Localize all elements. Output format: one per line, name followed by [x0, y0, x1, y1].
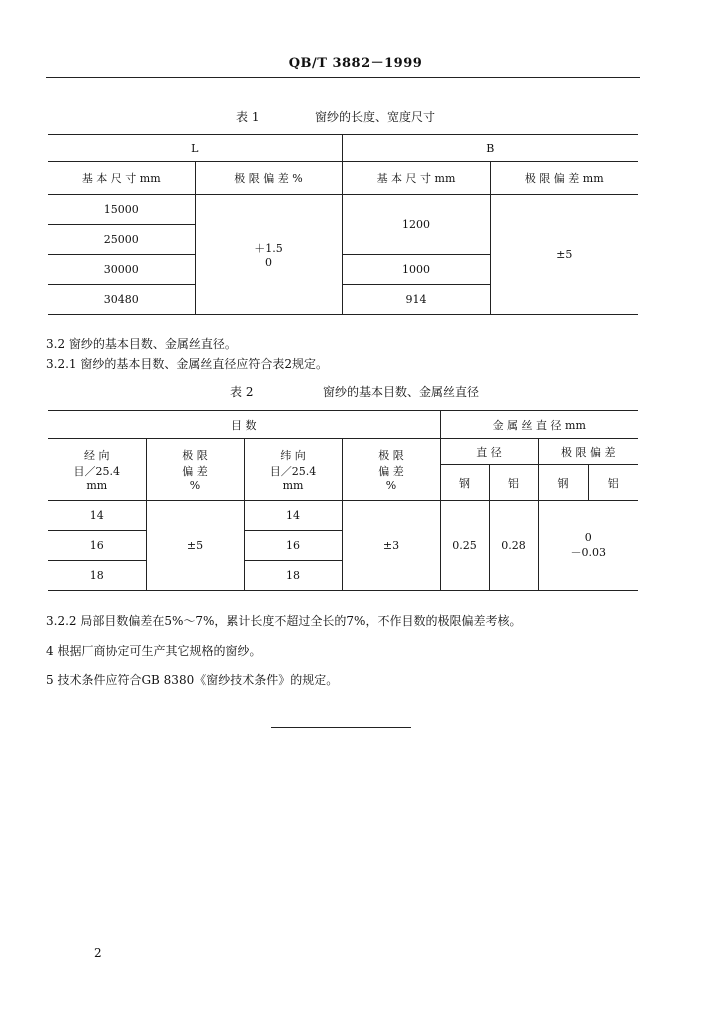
table2-header-warp-tolerance — [146, 439, 244, 501]
table2-deviation-lower: －0.03 — [570, 546, 606, 559]
table1-L-value: 30000 — [48, 255, 195, 285]
table2-header-warp — [48, 439, 146, 501]
end-rule — [271, 727, 411, 728]
table2-deviation-upper: 0 — [584, 531, 592, 544]
table2-header-warp-tol-line2: 偏 差 — [182, 465, 208, 478]
table1-title: 窗纱的长度、宽度尺寸 — [315, 110, 436, 124]
table1-L-value: 30480 — [48, 285, 195, 315]
table2-weft-value: 16 — [244, 531, 342, 561]
table1-B-value: 1200 — [342, 195, 490, 255]
section-3-2: 3.2 窗纱的基本目数、金属丝直径。 — [46, 337, 237, 351]
table2-limit-deviation — [538, 501, 638, 591]
table1-L-value: 25000 — [48, 225, 195, 255]
table1-group-L: L — [48, 135, 342, 162]
table2-header-weft-tol-line1: 极 限 — [378, 449, 404, 462]
table1-header-B-size: 基 本 尺 寸 mm — [342, 162, 490, 195]
table2-number: 表 2 — [230, 385, 254, 399]
section-3-2-1: 3.2.1 窗纱的基本目数、金属丝直径应符合表2规定。 — [46, 357, 328, 371]
table2-header-limit-deviation: 极 限 偏 差 — [538, 439, 638, 465]
table2-weft-tolerance: ±3 — [342, 501, 440, 591]
table1-L-value: 15000 — [48, 195, 195, 225]
table2-header-deviation-steel: 钢 — [538, 465, 588, 501]
table2-header-warp-tol-line1: 极 限 — [182, 449, 208, 462]
header-rule — [46, 77, 640, 78]
table2-header-weft-tol-unit: % — [385, 479, 397, 492]
table2-header-deviation-aluminum: 铝 — [588, 465, 638, 501]
table2-header-weft-unit: mm — [282, 479, 304, 492]
table2-group-wire-diameter: 金 属 丝 直 径 mm — [440, 411, 638, 439]
table2-header-warp-unit: mm — [86, 479, 108, 492]
table2-header-warp-line1: 经 向 — [84, 449, 110, 462]
table2-header-weft-tol-line2: 偏 差 — [378, 465, 404, 478]
table2-weft-value: 14 — [244, 501, 342, 531]
paragraph-3-2-2: 3.2.2 局部目数偏差在5%～7%，累计长度不超过全长的7%，不作目数的极限偏差考核。 — [46, 614, 522, 628]
table1-B-value: 914 — [342, 285, 490, 315]
table2-header-weft-line2: 目／25.4 — [269, 465, 317, 478]
table2-diameter-steel: 0.25 — [440, 501, 489, 591]
table2 — [48, 410, 638, 591]
page-number: 2 — [94, 946, 102, 960]
paragraph-5: 5 技术条件应符合GB 8380《窗纱技术条件》的规定。 — [46, 673, 339, 687]
table2-header-weft — [244, 439, 342, 501]
table2-warp-tolerance: ±5 — [146, 501, 244, 591]
table2-warp-value: 18 — [48, 561, 146, 591]
table2-group-mesh: 目 数 — [48, 411, 440, 439]
table1-number: 表 1 — [236, 110, 260, 124]
table2-diameter-aluminum: 0.28 — [489, 501, 538, 591]
table2-warp-value: 14 — [48, 501, 146, 531]
table2-weft-value: 18 — [244, 561, 342, 591]
table2-warp-value: 16 — [48, 531, 146, 561]
document-code: QB/T 3882－1999 — [288, 56, 423, 71]
table1-header-L-tolerance: 极 限 偏 差 % — [195, 162, 342, 195]
paragraph-4: 4 根据厂商协定可生产其它规格的窗纱。 — [46, 644, 262, 658]
table1-header-B-tolerance: 极 限 偏 差 mm — [490, 162, 638, 195]
table1-L-tolerance-upper: ＋1.5 — [254, 242, 283, 255]
table2-header-weft-line1: 纬 向 — [280, 449, 306, 462]
table2-header-warp-tol-unit: % — [189, 479, 201, 492]
table1-header-L-size: 基 本 尺 寸 mm — [48, 162, 195, 195]
table2-header-diameter: 直 径 — [440, 439, 538, 465]
table2-header-diameter-aluminum: 铝 — [489, 465, 538, 501]
table1-L-tolerance — [195, 195, 342, 315]
table1-B-tolerance: ±5 — [490, 195, 638, 315]
table2-header-diameter-steel: 钢 — [440, 465, 489, 501]
table1-group-B: B — [342, 135, 638, 162]
table2-header-weft-tolerance — [342, 439, 440, 501]
table2-header-warp-line2: 目／25.4 — [73, 465, 120, 478]
table1 — [48, 134, 638, 315]
table1-L-tolerance-lower: 0 — [265, 256, 272, 269]
table2-title: 窗纱的基本目数、金属丝直径 — [323, 385, 480, 399]
table1-B-value: 1000 — [342, 255, 490, 285]
